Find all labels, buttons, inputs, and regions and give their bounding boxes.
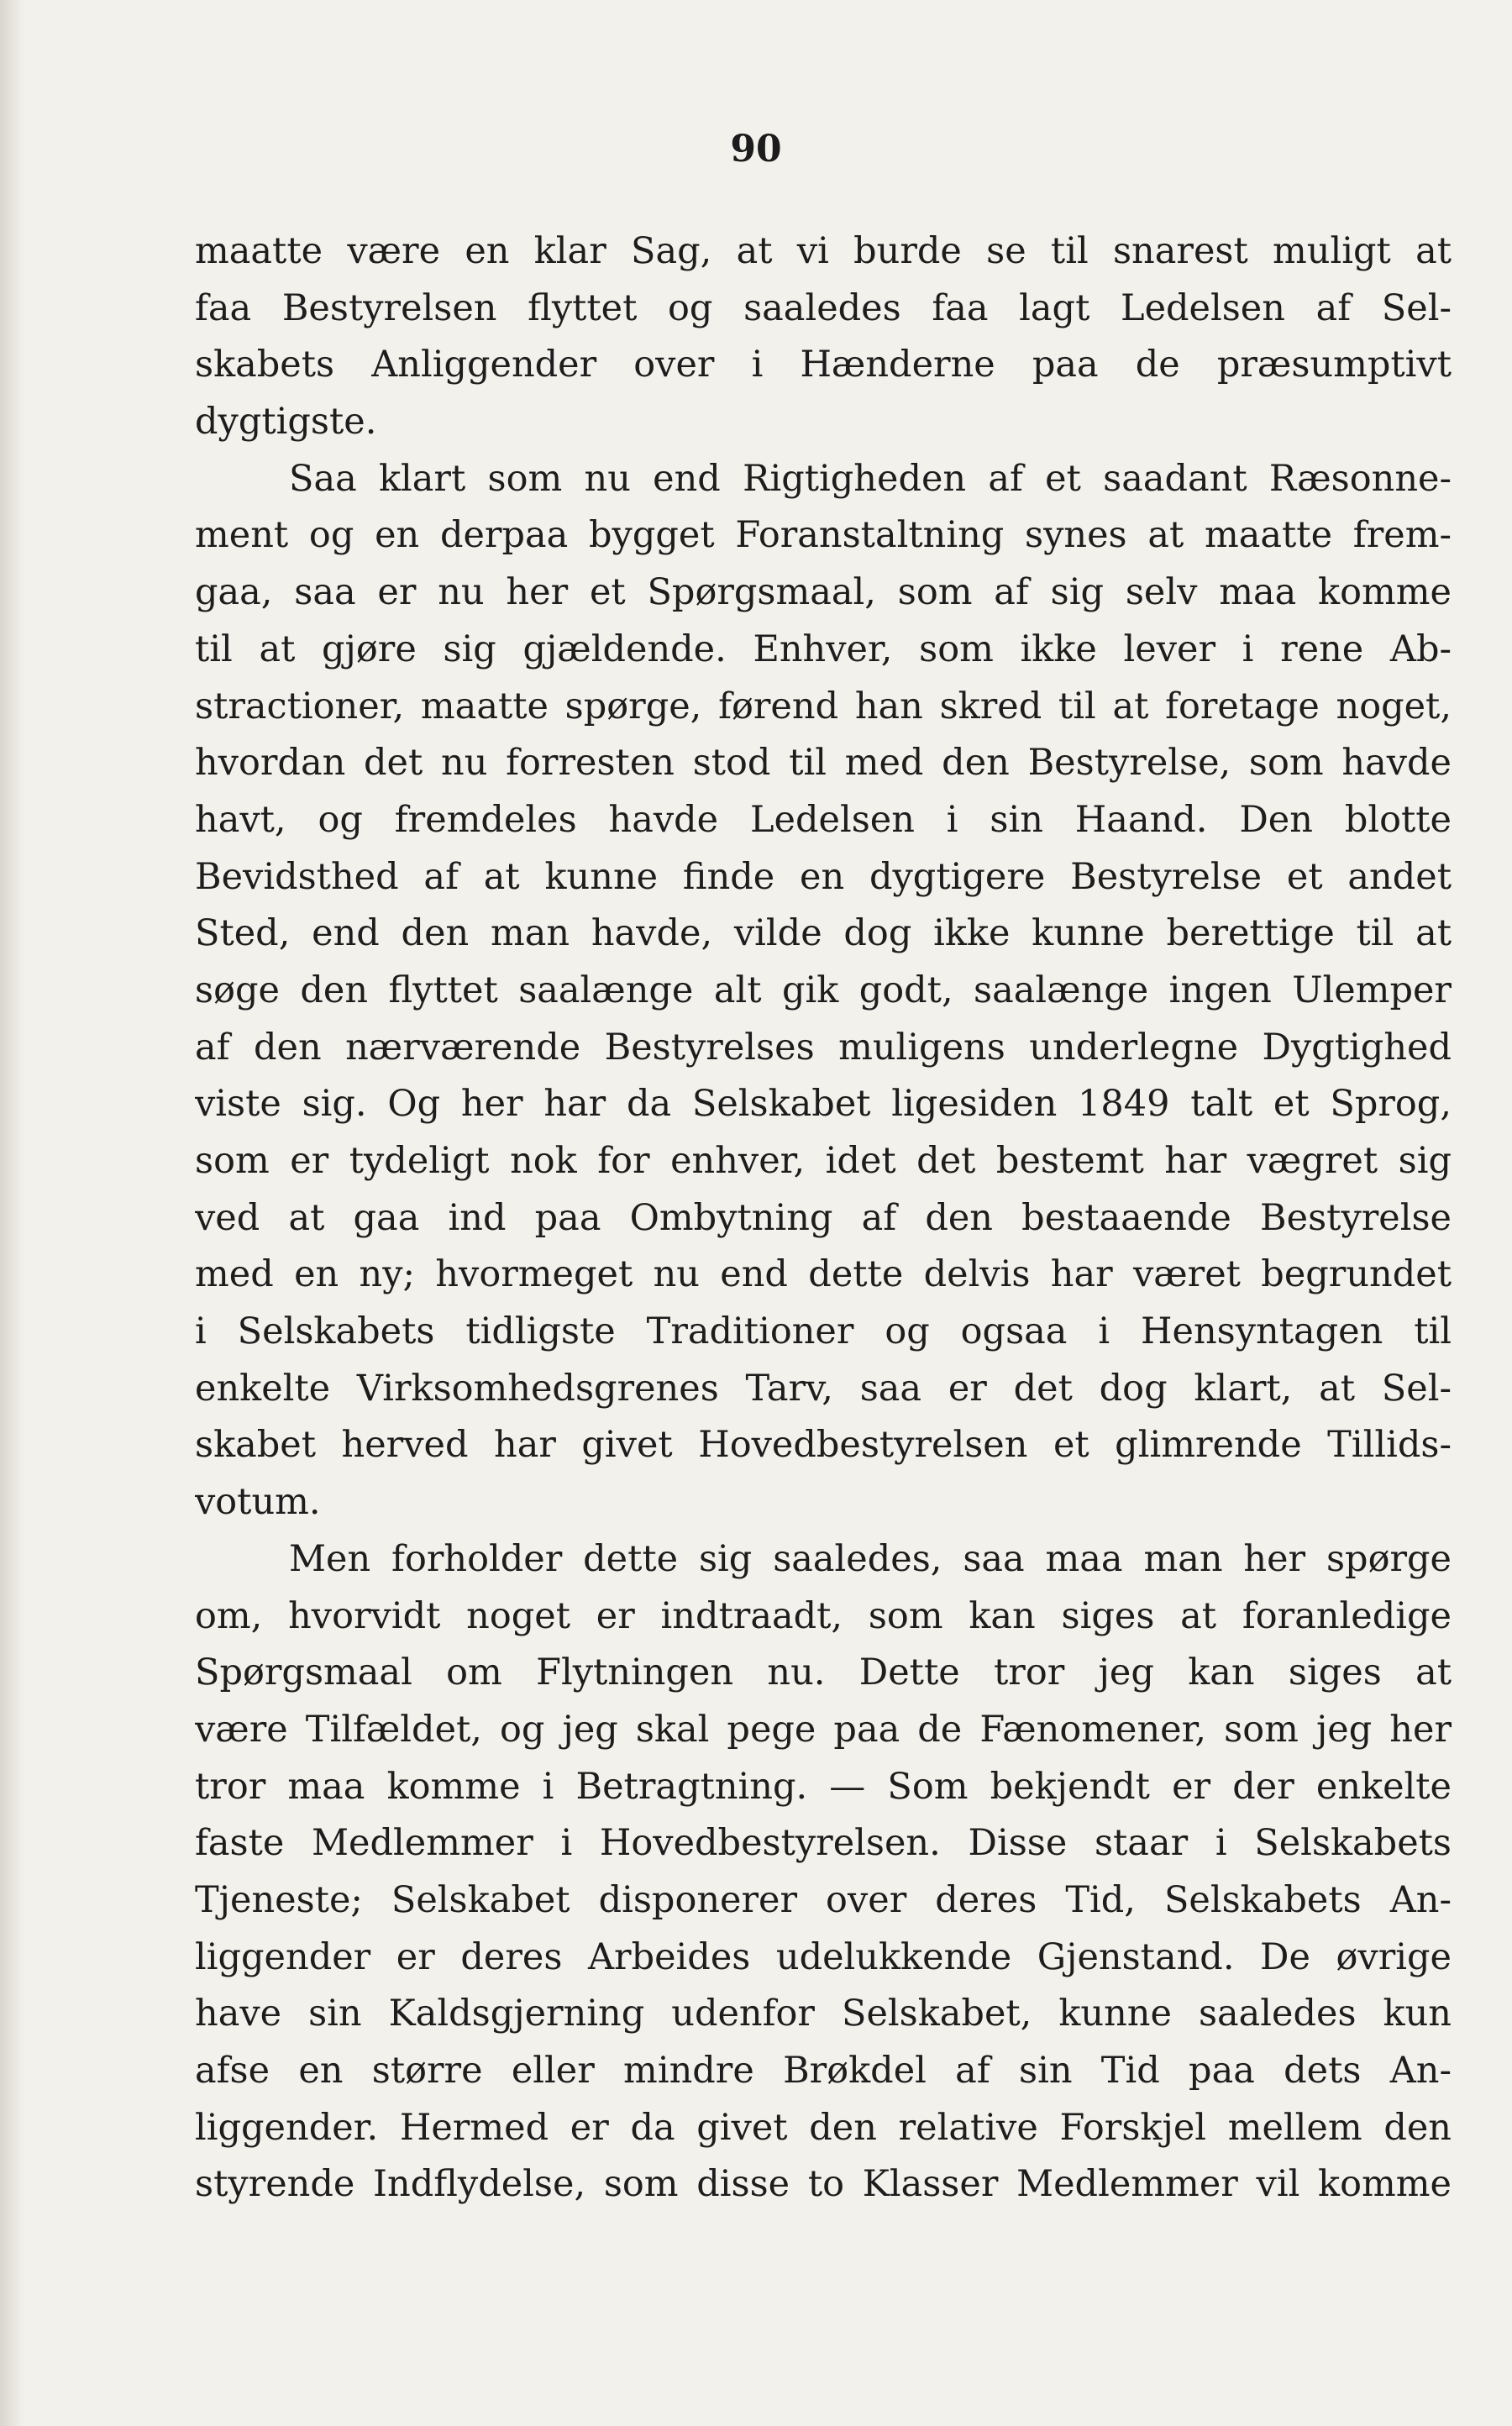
text-line: Spørgsmaal om Flytningen nu. Dette tror jeg kan siges at xyxy=(195,1651,1452,1694)
text-line: viste sig. Og her har da Selskabet ligesiden 1849 talt et Sprog, xyxy=(195,1083,1452,1126)
text-line: votum. xyxy=(195,1481,321,1524)
text-line: være Tilfældet, og jeg skal pege paa de Fænomener, som jeg her xyxy=(195,1708,1452,1751)
text-line: ved at gaa ind paa Ombytning af den bestaaende Bestyrelse xyxy=(195,1196,1452,1239)
text-line: liggender er deres Arbeides udelukkende Gjenstand. De øvrige xyxy=(195,1935,1452,1978)
text-line: maatte være en klar Sag, at vi burde se til snarest muligt at xyxy=(195,230,1452,272)
text-line: styrende Indflydelse, som disse to Klasser Medlemmer vil komme xyxy=(195,2163,1452,2206)
text-line: stractioner, maatte spørge, førend han skred til at foretage noget, xyxy=(195,685,1452,727)
text-line: i Selskabets tidligste Traditioner og ogsaa i Hensyntagen til xyxy=(195,1310,1452,1353)
text-line: Saa klart som nu end Rigtigheden af et saadant Ræsonne- xyxy=(289,457,1452,500)
text-line: Men forholder dette sig saaledes, saa maa man her spørge xyxy=(289,1537,1452,1580)
text-line: liggender. Hermed er da givet den relative Forskjel mellem den xyxy=(195,2106,1452,2149)
text-line: tror maa komme i Betragtning. — Som bekjendt er der enkelte xyxy=(195,1765,1452,1808)
text-line: faa Bestyrelsen flyttet og saaledes faa lagt Ledelsen af Sel- xyxy=(195,286,1452,329)
page-number: 90 xyxy=(730,128,782,171)
text-line: gaa, saa er nu her et Spørgsmaal, som af sig selv maa komme xyxy=(195,571,1452,614)
text-line: hvordan det nu forresten stod til med den Bestyrelse, som havde xyxy=(195,742,1452,785)
text-line: om, hvorvidt noget er indtraadt, som kan siges at foranledige xyxy=(195,1594,1452,1637)
body-text xyxy=(195,223,1452,2213)
text-line: faste Medlemmer i Hovedbestyrelsen. Disse staar i Selskabets xyxy=(195,1822,1452,1865)
text-line: have sin Kaldsgjerning udenfor Selskabet, kunne saaledes kun xyxy=(195,1993,1452,2035)
text-line: skabets Anliggender over i Hænderne paa de præsumptivt xyxy=(195,344,1452,386)
text-line: af den nærværende Bestyrelses muligens underlegne Dygtighed xyxy=(195,1026,1452,1069)
text-line: enkelte Virksomhedsgrenes Tarv, saa er det dog klart, at Sel- xyxy=(195,1367,1452,1410)
text-line: med en ny; hvormeget nu end dette delvis har været begrundet xyxy=(195,1253,1452,1296)
text-line: Tjeneste; Selskabet disponerer over deres Tid, Selskabets An- xyxy=(195,1878,1452,1921)
text-line: skabet herved har givet Hovedbestyrelsen et glimrende Tillids- xyxy=(195,1424,1452,1467)
text-line: til at gjøre sig gjældende. Enhver, som ikke lever i rene Ab- xyxy=(195,628,1452,670)
text-line: Sted, end den man havde, vilde dog ikke kunne berettige til at xyxy=(195,912,1452,955)
text-line: ment og en derpaa bygget Foranstaltning synes at maatte frem- xyxy=(195,514,1452,557)
text-line: dygtigste. xyxy=(195,401,377,444)
text-line: som er tydeligt nok for enhver, idet det bestemt har vægret sig xyxy=(195,1140,1452,1182)
page-edge-shadow xyxy=(0,0,24,2426)
text-line: søge den flyttet saalænge alt gik godt, saalænge ingen Ulemper xyxy=(195,969,1452,1011)
text-line: afse en større eller mindre Brøkdel af sin Tid paa dets An- xyxy=(195,2050,1452,2092)
text-line: Bevidsthed af at kunne finde en dygtigere Bestyrelse et andet xyxy=(195,855,1452,898)
text-line: havt, og fremdeles havde Ledelsen i sin Haand. Den blotte xyxy=(195,798,1452,841)
